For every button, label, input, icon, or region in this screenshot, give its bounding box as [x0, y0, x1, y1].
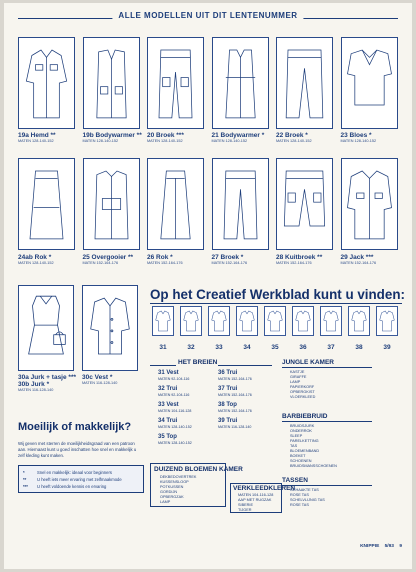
werkblad-number: 31 [159, 344, 167, 351]
werkblad-number: 39 [383, 344, 391, 351]
list-item: SIBERIE [238, 503, 253, 507]
model-thumb-30c[interactable] [82, 285, 138, 371]
list-item: LAMP [160, 500, 171, 504]
list-item: GORDIJN [160, 490, 178, 494]
page-footer [356, 544, 402, 549]
legend-row-1 [23, 470, 112, 475]
model-thumb-30a[interactable] [18, 285, 74, 371]
legend-stars: * [23, 470, 25, 475]
list-item: SCHELVLIJNIG TAS [290, 498, 325, 502]
sweater-sketch-icon [153, 307, 173, 335]
list-item: POTKUSSEN [160, 485, 184, 489]
model-name: 25 Overgooier ** [82, 254, 134, 261]
model-sizes: MATEN 152-164-176 [340, 261, 377, 265]
breien-item [158, 418, 192, 429]
breien-item [218, 418, 251, 429]
list-item: OPBERGKIST [290, 390, 315, 394]
model-thumb-r2-3[interactable] [212, 158, 269, 250]
model-name: 26 Rok * [147, 254, 173, 261]
model-caption [276, 254, 322, 266]
model-caption-30ab [18, 374, 76, 393]
list-item: PAPIERKORF [290, 385, 315, 389]
breien-name: 38 Top [218, 402, 237, 408]
garment-sketch-icon [213, 159, 268, 249]
footer-issue: 5/93 [384, 544, 394, 549]
breien-name: 34 Trui [158, 418, 178, 424]
breien-item [218, 386, 252, 397]
list-item: PARELKETTING [290, 439, 319, 443]
model-caption-30c [82, 374, 117, 386]
legend-stars: ** [23, 477, 27, 482]
werkblad-thumbnails [150, 306, 402, 351]
garment-sketch-icon [342, 38, 397, 128]
model-name: 21 Bodywarmer * [211, 132, 265, 139]
list-item: SCHOENEN [290, 459, 312, 463]
garment-sketch-icon [84, 159, 139, 249]
model-name: 23 Bloes * [340, 132, 372, 139]
sweater-sketch-icon [181, 307, 201, 335]
dress-sketch-icon [19, 286, 73, 370]
garment-sketch-icon [277, 38, 332, 128]
jungle-list [290, 370, 315, 400]
werkblad-number: 36 [299, 344, 307, 351]
model-sizes: MATEN 152-164-176 [147, 261, 183, 265]
werkblad-thumb-35[interactable] [264, 306, 286, 336]
model-sizes: MATEN 116-128-140 [18, 388, 54, 392]
breien-item [218, 370, 252, 381]
garment-sketch-icon [148, 38, 203, 128]
model-name: 27 Broek * [211, 254, 244, 261]
model-thumb-r1-4[interactable] [276, 37, 333, 129]
list-item: BRUIDSJURK [290, 424, 315, 428]
breien-item [158, 370, 189, 381]
garment-sketch-icon [342, 159, 397, 249]
breien-sizes: MATEN 152-164-176 [218, 392, 252, 397]
breien-name: 39 Trui [218, 418, 238, 424]
breien-rule-left [150, 365, 176, 366]
model-caption [83, 132, 142, 144]
model-caption [147, 132, 184, 144]
breien-item [158, 402, 191, 413]
list-item: GIRAFFE [290, 375, 307, 379]
model-thumb-r1-5[interactable] [341, 37, 398, 129]
model-thumb-r1-0[interactable] [18, 37, 75, 129]
model-sizes: MATEN 152-164-176 [276, 261, 312, 265]
duizend-list [160, 475, 196, 505]
model-sizes: MATEN 128-140-152 [18, 261, 54, 265]
model-name: 22 Broek * [276, 132, 308, 139]
model-caption [18, 254, 54, 266]
footer-brand: KNIPPIE [360, 544, 380, 549]
model-name: 28 Kuitbroek ** [276, 254, 323, 261]
werkblad-number: 37 [327, 344, 335, 351]
garment-sketch-icon [148, 159, 203, 249]
legend-text: U heeft voldoende kennis en ervaring [37, 484, 107, 489]
breien-name: 35 Top [158, 434, 177, 440]
model-thumb-r2-1[interactable] [83, 158, 140, 250]
breien-sizes: MATEN 128-140-152 [158, 424, 192, 429]
breien-title: HET BREIEN [178, 359, 218, 366]
sweater-sketch-icon [377, 307, 397, 335]
sweater-sketch-icon [321, 307, 341, 335]
werkblad-thumb-32[interactable] [180, 306, 202, 336]
list-item: KASTJE [290, 370, 305, 374]
barbie-rule [282, 421, 372, 422]
tassen-rule [282, 485, 372, 486]
magazine-page [4, 3, 412, 569]
werkblad-number: 32 [187, 344, 195, 351]
section-header [18, 11, 398, 25]
garment-sketch-icon [19, 159, 74, 249]
breien-sizes: MATEN 152-164-176 [218, 408, 252, 413]
legend-row-2 [23, 477, 122, 482]
sweater-sketch-icon [237, 307, 257, 335]
werkblad-thumb-39[interactable] [376, 306, 398, 336]
model-sizes: MATEN 152-164-176 [82, 261, 119, 265]
duizend-title: DUIZEND BLOEMEN KAMER [154, 466, 243, 473]
list-item: KUSSENSLOOP [160, 480, 189, 484]
model-caption [212, 132, 265, 144]
tassen-list [290, 488, 325, 508]
breien-sizes: MATEN 104-116-128 [158, 408, 192, 413]
verkleed-list [238, 493, 273, 513]
garment-sketch-icon [84, 38, 139, 128]
difficulty-stars: * [46, 381, 50, 388]
sweater-sketch-icon [209, 307, 229, 335]
list-item: TAS [290, 444, 298, 448]
list-item: SLEEP [290, 434, 303, 438]
werkblad-number: 35 [271, 344, 279, 351]
model-name: 30c Vest [82, 374, 109, 381]
list-item: BRUIDSMANSSCHOENEN [290, 464, 337, 468]
list-item: AAP MET RUGZAK [238, 498, 272, 502]
werkblad-thumb-33[interactable] [208, 306, 230, 336]
garment-sketch-icon [213, 38, 268, 128]
sweater-sketch-icon [293, 307, 313, 335]
difficulty-legend [18, 465, 144, 493]
sweater-sketch-icon [265, 307, 285, 335]
werkblad-number: 34 [243, 344, 251, 351]
model-caption [147, 254, 183, 266]
model-name: 19a Hemd ** [18, 132, 56, 139]
sweater-sketch-icon [349, 307, 369, 335]
werkblad-thumb-37[interactable] [320, 306, 342, 336]
model-thumb-r1-3[interactable] [212, 37, 269, 129]
difficulty-title: Moeilijk of makkelijk? [18, 421, 132, 433]
garment-sketch-icon [19, 38, 74, 128]
difficulty-stars: *** [68, 374, 77, 381]
breien-name: 33 Vest [158, 402, 179, 408]
verkleed-title: VERKLEEDKLEREN [233, 485, 296, 492]
breien-sizes: MATEN 128-140-152 [158, 440, 192, 445]
model-name: 20 Broek *** [147, 132, 184, 139]
garment-sketch-icon [277, 159, 332, 249]
werkblad-rule [150, 303, 402, 304]
model-sizes: MATEN 128-140-152 [340, 139, 377, 143]
breien-item [158, 434, 192, 445]
werkblad-thumb-34[interactable] [236, 306, 258, 336]
breien-name: 31 Vest [158, 370, 179, 376]
list-item: BLOEMENBAND [290, 449, 320, 453]
werkblad-title: Op het Creatief Werkblad kunt u vinden: [150, 287, 405, 302]
section-title: ALLE MODELLEN UIT DIT LENTENUMMER [112, 11, 303, 20]
breien-item [158, 386, 189, 397]
model-thumb-r2-0[interactable] [18, 158, 75, 250]
list-item: DEKBEDOVERTREK [160, 475, 197, 479]
model-sizes: MATEN 128-140-152 [276, 139, 312, 143]
werkblad-number: 38 [355, 344, 363, 351]
breien-item [218, 402, 252, 413]
breien-sizes: MATEN 92-104-116 [158, 392, 190, 397]
model-caption [212, 254, 248, 266]
model-name: 29 Jack *** [340, 254, 374, 261]
model-thumb-r1-2[interactable] [147, 37, 204, 129]
legend-text: Snel en makkelijk: ideaal voor beginners [37, 470, 112, 475]
model-sizes: MATEN 128-140-152 [18, 139, 54, 143]
list-item: GEHAAKTE TAS [290, 488, 319, 492]
difficulty-stars: * [109, 374, 113, 381]
list-item: VLOERKLEED [290, 395, 316, 399]
vest-sketch-icon [83, 286, 137, 370]
model-sizes: MATEN 128-140-152 [211, 139, 248, 143]
tassen-title: TASSEN [282, 477, 308, 484]
barbie-list [290, 424, 337, 469]
breien-name: 36 Trui [218, 370, 238, 376]
jungle-rule [282, 367, 372, 368]
model-caption [341, 132, 377, 144]
page-number: 9 [399, 544, 402, 549]
breien-rule-right [218, 365, 272, 366]
model-sizes: MATEN 128-140-152 [82, 139, 119, 143]
model-caption [276, 132, 312, 144]
model-thumb-r2-2[interactable] [147, 158, 204, 250]
model-sizes: MATEN 128-140-152 [147, 139, 183, 143]
model-name: 30a Jurk + tasje [18, 374, 67, 381]
werkblad-number: 33 [215, 344, 223, 351]
legend-text: U heeft iets meer ervaring met zelfmaakmode [37, 477, 122, 482]
model-sizes: MATEN 116-128-140 [82, 381, 118, 385]
barbie-title: BARBIEBRUID [282, 413, 328, 420]
list-item: LAMP [290, 380, 301, 384]
legend-stars: *** [23, 484, 28, 489]
model-thumb-r2-5[interactable] [341, 158, 398, 250]
legend-row-3 [23, 484, 106, 489]
model-name: 24ab Rok * [18, 254, 52, 261]
difficulty-text: Wij geven met sterren de moeilijkheidsgraad van een patroon aan. Hiernaast kunt u goed inschatten hoe snel en makkelijk u zelf kleding kunt maken. [18, 441, 137, 458]
werkblad-thumb-31[interactable] [152, 306, 174, 336]
model-thumb-r1-1[interactable] [83, 37, 140, 129]
model-caption [83, 254, 134, 266]
model-thumb-r2-4[interactable] [276, 158, 333, 250]
model-name: 19b Bodywarmer ** [82, 132, 142, 139]
breien-sizes: MATEN 92-104-116 [158, 376, 190, 381]
breien-name: 37 Trui [218, 386, 238, 392]
werkblad-thumb-38[interactable] [348, 306, 370, 336]
list-item: ROSE TAS [290, 503, 309, 507]
model-caption [341, 254, 377, 266]
breien-name: 32 Trui [158, 386, 178, 392]
werkblad-thumb-36[interactable] [292, 306, 314, 336]
breien-sizes: MATEN 152-164-176 [218, 376, 252, 381]
list-item: OPBERGZAK [160, 495, 184, 499]
model-name: 30b Jurk [18, 381, 45, 388]
breien-sizes: MATEN 116-128-140 [218, 424, 252, 429]
list-item: TIJGER [238, 508, 252, 512]
list-item: ROSE TAS [290, 493, 309, 497]
model-caption [18, 132, 56, 144]
model-sizes: MATEN 152-164-176 [211, 261, 248, 265]
jungle-title: JUNGLE KAMER [282, 359, 335, 366]
list-item: MATEN 104-116-128 [238, 493, 274, 497]
list-item: ONDERROK [290, 429, 312, 433]
list-item: BOEKET [290, 454, 306, 458]
